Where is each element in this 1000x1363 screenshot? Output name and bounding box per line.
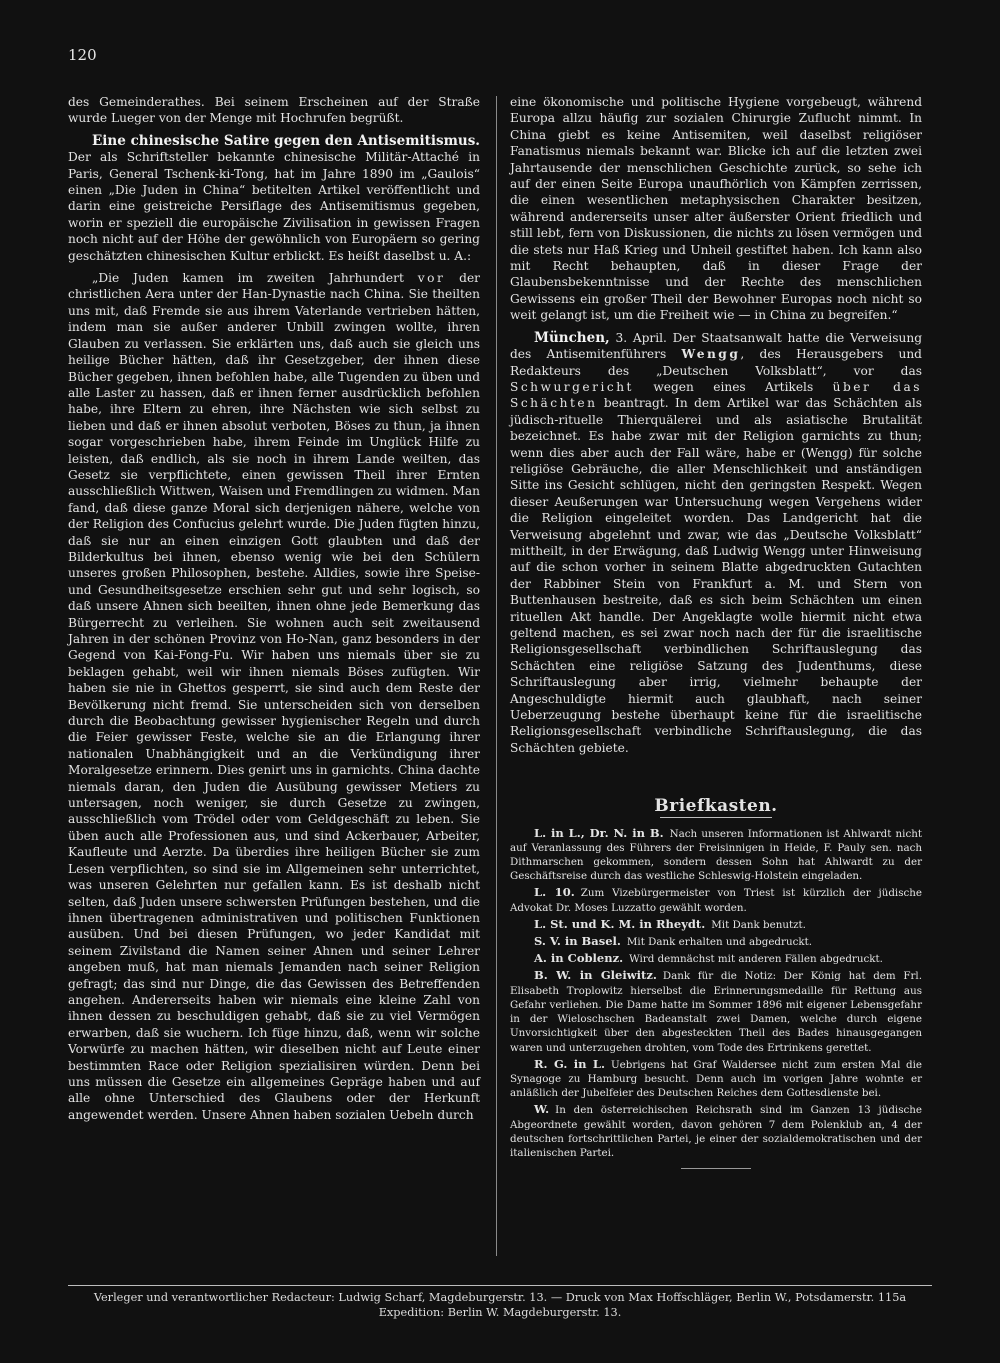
entry-addressee: R. G. in L. [534, 1056, 605, 1071]
entry-addressee: L. in L., Dr. N. in B. [534, 825, 664, 840]
munich-text: wegen eines Artikels [633, 379, 833, 394]
article-intro-text: Der als Schriftsteller bekannte chinesische Militär-Attaché in Paris, General Tschenk-ki-Tong, hat im Jahre 1890 im „Gaulois“ einen „Die Juden in China“ betitelten Artikel veröffentlicht und darin eine geistreiche Persiflage des Antisemitismus gegeben, worin er speziell die europäische Zivilisation in gewissen Fragen noch nicht auf der Höhe der gewöhnlich von Europäern so gering geschätzten chinesischen Kultur erblickt. Es heißt daselbst u. A.: [68, 150, 480, 263]
entry-text: Nach unseren Informationen ist Ahlwardt nicht auf Veranlassung des Führers der Freisinnigen in Heide, F. Pauly sen. nach Dithmarschen gekommen, sondern dessen Sohn hat Ahlwardt zu der Geschäftsreise durch das westliche Schleswig-Holstein eingeladen. [510, 827, 922, 883]
quote-paragraph [68, 270, 480, 1123]
quote-text: der christlichen Aera unter der Han-Dynastie nach China. Sie theilten uns mit, daß Fremde sie aus ihrem Vaterlande vertrieben hätten, indem man sie außer anderer Unbill zwingen wollte, ihren Glauben zu verlassen. Sie erklärten uns, daß auch sie gleich uns heilige Bücher hätten, daß ihr Gesetzgeber, der ihnen diese Bücher gegeben, ihnen befohlen habe, alle Tugenden zu üben und alle Laster zu hassen, daß er ihnen ferner ausdrücklich befohlen habe, ihre Eltern zu ehren, ihre Nächsten wie sich selbst zu lieben und daß er ihnen absolut verboten, Böses zu thun, ja ihnen sogar vorgeschrieben habe, ihrem Feinde im Unglück Hilfe zu leisten, daß endlich, als sie noch in ihrem Lande weilten, das Gesetz sie verpflichtete, einen gewissen Theil ihrer Ernten ausschließlich Wittwen, Waisen und Fremdlingen zu widmen. Man fand, daß diese ganze Moral sich derjenigen nähere, welche von der Religion des Confucius gelehrt wurde. Die Juden fügten hinzu, daß sie nur an einen einzigen Gott glaubten und daß der Bilderkultus bei ihnen, ebenso wenig wie bei den Schülern unseres großen Philosophen, bestehe. Alldies, sowie ihre Speise- und Gesundheitsgesetze erschien sehr gut und sehr logisch, so daß unsere Ahnen sich beeilten, ihnen ohne jede Bemerkung das Bürgerrecht zu verleihen. Sie wohnen auch seit zweitausend Jahren in der schönen Provinz von Ho-Nan, ganz besonders in der Gegend von Kai-Fong-Fu. Wir haben uns niemals über sie zu beklagen gehabt, weil wir ihnen niemals Böses zufügten. Wir haben sie nie in Ghettos gesperrt, sie sind auch dem Reste der Bevölkerung nicht fremd. Sie unterscheiden sich von derselben durch die Beobachtung gewisser hygienischer Regeln und durch die Feier gewisser Feste, welche sie an die Erlangung ihrer nationalen Unabhängigkeit und an die Verkündigung ihrer Moralgesetze erinnern. Dies genirt uns in garnichts. China dachte niemals daran, den Juden die Ausübung gewisser Metiers zu untersagen, noch weniger, sie durch Gesetze zu zwingen, ausschließlich vom Trödel oder vom Geldgeschäft zu leben. Sie üben auch alle Professionen aus, und sind Ackerbauer, Arbeiter, Kaufleute und Aerzte. Da überdies ihre heiligen Bücher sie zum Lesen verpflichten, so sind sie im Allgemeinen sehr unterrichtet, was unseren Gelehrten nur gefallen kann. Es ist deshalb nicht selten, daß Juden unsere schwersten Prüfungen bestehen, und die ihnen übertragenen administrativen und politischen Funktionen ausüben. Und bei diesen Prüfungen, wo jeder Kandidat mit seinem Zivilstand die Namen seiner Ahnen und seiner Lehrer angeben muß, hat man niemals Jemanden nach seiner Religion gefragt; das sind nur Dinge, die das Gewissen des Betreffenden angehen. Andererseits haben wir niemals eine kleine Zahl von ihnen dessen zu beschuldigen gehabt, daß sie zu viel Vermögen erwarben, daß sie wuchern. Ich füge hinzu, daß, wenn wir solche Vorwürfe zu machen hätten, wir dieselben nicht auf Leute einer bestimmten Race oder Religion spezialisiren würden. Denn bei uns müssen die Gesetze ein allgemeines Gepräge haben und auf alle ohne Unterschied des Glaubens oder der Herkunft angewendet werden. Unsere Ahnen haben sozialen Uebeln durch [68, 271, 480, 1122]
briefkasten-entry [510, 1057, 922, 1101]
article-headline: Eine chinesische Satire gegen den Antisemitismus. [92, 132, 480, 149]
munich-about: über das Schächten [510, 379, 923, 411]
munich-name: Wengg [681, 347, 741, 362]
entry-addressee: B. W. in Gleiwitz. [534, 968, 657, 983]
entry-text: Mit Dank benutzt. [711, 918, 806, 931]
briefkasten-entry [510, 968, 922, 1054]
footer-rule [68, 1285, 932, 1286]
entry-text: Uebrigens hat Graf Waldersee nicht zum ersten Mal die Synagoge zu Hamburg besucht. Denn auch im vorigen Jahre wohnte er anläßlich der Jubelfeier des Deutschen Reiches dem Gottesdienste bei. [510, 1058, 923, 1100]
entry-addressee: A. in Coblenz. [534, 951, 624, 966]
imprint-line: Verleger und verantwortlicher Redacteur: Ludwig Scharf, Magdeburgerstr. 13. — Druck von Max Hoffschläger, Berlin W., Potsdamerstr. 115a [93, 1291, 907, 1304]
entry-addressee: L. St. und K. M. in Rheydt. [534, 916, 706, 931]
munich-text: 3. April. Der Staatsanwalt hatte die Verweisung des Antisemitenführers [510, 330, 922, 362]
munich-court: Schwurgericht [510, 379, 634, 394]
munich-place: München, [534, 329, 610, 346]
briefkasten-rule [660, 817, 772, 818]
entry-text: In den österreichischen Reichsrath sind im Ganzen 13 jüdische Abgeordnete gewählt worden, davon gehören 7 dem Polenklub an, 4 der deutschen fortschrittlichen Partei, je einer der sozialdemokratischen und der italienischen Partei. [510, 1104, 922, 1159]
briefkasten-entry [510, 826, 922, 884]
briefkasten-entry [510, 1102, 922, 1160]
briefkasten-list [510, 826, 922, 1160]
briefkasten-heading: Briefkasten. [654, 796, 778, 817]
entry-text: Zum Vizebürgermeister von Triest ist kürzlich der jüdische Advokat Dr. Moses Luzzatto gewählt worden. [510, 887, 922, 914]
quote-start: „Die Juden kamen im zweiten Jahrhundert [92, 271, 418, 286]
entry-text: Mit Dank erhalten und abgedruckt. [626, 936, 812, 949]
quote-spaced-word: vor [417, 271, 446, 286]
column-divider [496, 96, 497, 1256]
briefkasten-entry [510, 951, 922, 966]
munich-text: beantragt. In dem Artikel war das Schächten als jüdisch-rituelle Thierquälerei und als asiatische Brutalität bezeichnet. Es habe zwar mit der Religion garnichts zu thun; wenn dies aber auch der Fall wäre, habe er (Wengg) für solche religiöse Gebräuche, die aller Menschlichkeit und anständigen Sitte ins Gesicht schlügen, nicht den geringsten Respekt. Wegen dieser Aeußerungen war Untersuchung wegen Vergehens wider die Religion eingeleitet worden. Das Landgericht hat die Verweisung abgelehnt und zwar, wie das „Deutsche Volksblatt“ mittheilt, in der Erwägung, daß Ludwig Wengg unter Hinweisung auf die schon vorher in seinem Blatte abgedruckten Gutachten der Rabbiner Stein von Frankfurt a. M. und Stern von Buttenhausen bestreite, daß es sich beim Schächten um einen rituellen Akt handle. Der Angeklagte wolle hiermit nicht etwa geltend machen, es sei zwar noch nach der für die israelitische Religionsgesellschaft verbindlichen Schriftauslegung das Schächten eine religiöse Satzung des Judenthums, diese Schriftauslegung aber irrig, vielmehr behaupte der Angeschuldigte hiermit auch glaubhaft, nach seiner Ueberzeugung bestehe überhaupt keine für die israelitische Religionsgesellschaft verbindliche Schriftauslegung, die das Schächten gebiete. [510, 396, 922, 755]
end-rule [681, 1168, 751, 1169]
entry-addressee: S. V. in Basel. [534, 934, 621, 949]
right-column [510, 94, 922, 1169]
entry-text: Dank für die Notiz: Der König hat dem Frl. Elisabeth Troplowitz hierselbst die Erinnerungsmedaille für Rettung aus Gefahr verliehen. Die Dame hatte im Sommer 1896 mit eigener Lebensgefahr in der Wieloschschen Badeanstalt zwei Damen, welche durch eigene Unvorsichtigkeit über den abgesteckten Theil des Bades hinausgegangen waren und unterzugehen drohten, vom Tode des Ertrinkens gerettet. [510, 970, 922, 1054]
left-column [68, 94, 480, 1123]
imprint-line: Expedition: Berlin W. Magdeburgerstr. 13. [378, 1306, 622, 1319]
munich-text: , des Herausgebers und Redakteurs des „Deutschen Volksblatt“, vor das [510, 347, 922, 378]
article-paragraph [68, 133, 480, 264]
entry-addressee: W. [534, 1102, 550, 1117]
continuation-paragraph: eine ökonomische und politische Hygiene vorgebeugt, während Europa allzu häufig zur sozialen Chirurgie Zuflucht nimmt. In China giebt es keine Antisemiten, weil daselbst religiöser Fanatismus niemals bekannt war. Blicke ich auf die letzten zwei Jahrtausende der menschlichen Geschichte zurück, so sehe ich auf der einen Seite Europa unaufhörlich von Kämpfen zerrissen, die einen wesentlichen metaphysischen Charakter besitzen, während andererseits unser alter äußerster Orient friedlich und still lebt, fern von Diskussionen, die nichts zu lösen vermögen und die stets nur Haß Krieg und Unheil gestiftet haben. Ich kann also mit Recht behaupten, daß in dieser Frage der Glaubensbekenntnisse und der Rechte des menschlichen Gewissens ein großer Theil der Bewohner Europas noch nicht so weit gelangt ist, um die Freiheit wie — in China zu begreifen.“ [510, 95, 922, 323]
intro-paragraph: des Gemeinderathes. Bei seinem Erscheinen auf der Straße wurde Lueger von der Menge mit Hochrufen begrüßt. [68, 95, 480, 126]
entry-text: Wird demnächst mit anderen Fällen abgedruckt. [629, 953, 883, 966]
briefkasten-entry [510, 934, 922, 949]
page-number: 120 [68, 46, 97, 64]
briefkasten-entry [510, 885, 922, 914]
imprint-footer [68, 1290, 932, 1320]
briefkasten-entry [510, 917, 922, 932]
munich-paragraph [510, 330, 922, 757]
entry-addressee: L. 10. [534, 885, 575, 900]
